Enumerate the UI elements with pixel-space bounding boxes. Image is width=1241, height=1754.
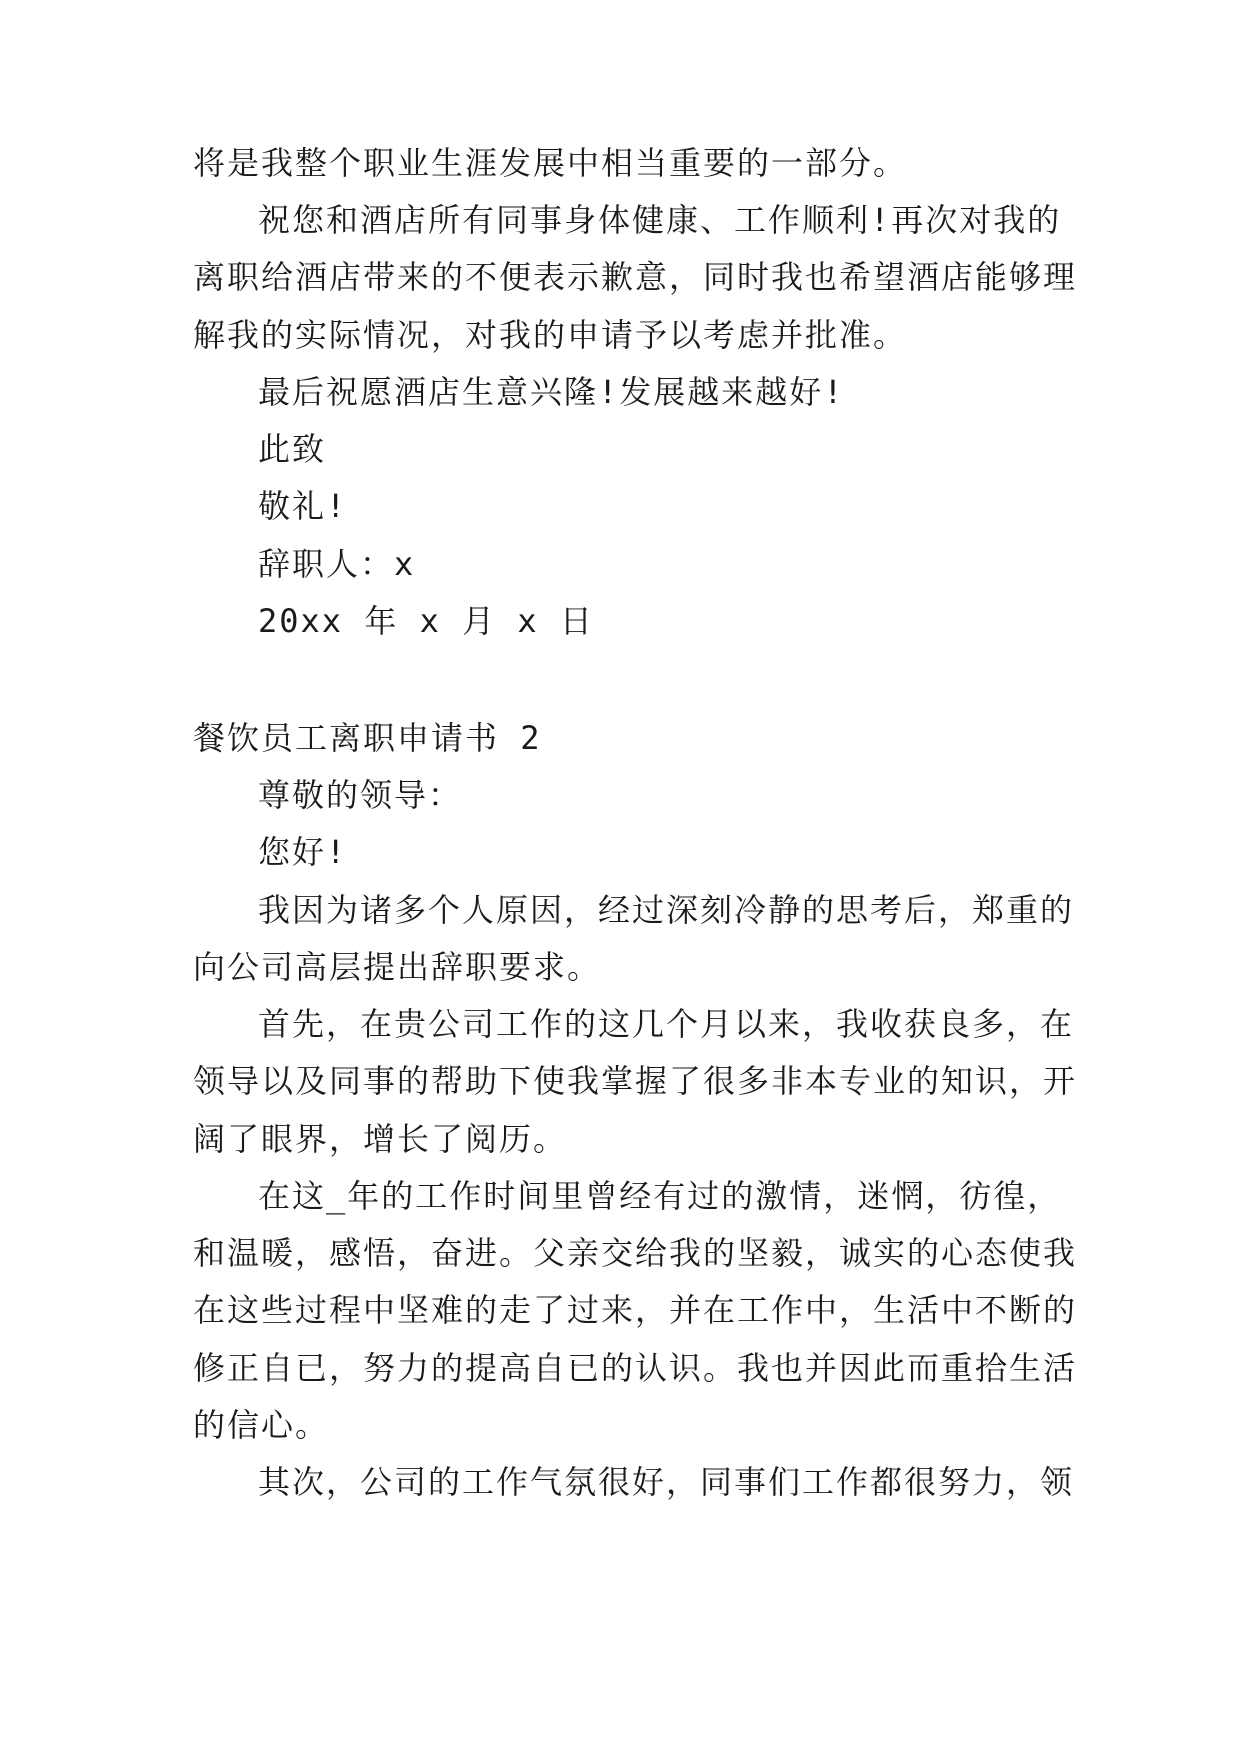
paragraph-line: 的信心。 [193,1406,330,1444]
date-line: 20xx 年 x 月 x 日 [258,602,594,640]
paragraph-line: 将是我整个职业生涯发展中相当重要的一部分。 [193,144,908,182]
paragraph-line: 在这_年的工作时间里曾经有过的激情，迷惘，彷徨， [258,1177,1062,1215]
salutation-regards: 敬礼! [258,487,348,525]
greeting-line: 您好! [258,833,348,871]
paragraph-line: 离职给酒店带来的不便表示歉意，同时我也希望酒店能够理 [193,258,1078,296]
closing-line: 最后祝愿酒店生意兴隆!发展越来越好! [258,373,845,411]
paragraph-line: 向公司高层提出辞职要求。 [193,948,602,986]
signature-line: 辞职人：x [258,545,416,583]
paragraph-line: 和温暖，感悟，奋进。父亲交给我的坚毅，诚实的心态使我 [193,1234,1078,1272]
paragraph-line: 阔了眼界，增长了阅历。 [193,1120,568,1158]
paragraph-line: 我因为诸多个人原因，经过深刻冷静的思考后，郑重的 [258,891,1075,929]
paragraph-line: 祝您和酒店所有同事身体健康、工作顺利!再次对我的 [258,201,1062,239]
greeting-line: 尊敬的领导： [258,776,463,814]
paragraph-line: 解我的实际情况，对我的申请予以考虑并批准。 [193,316,908,354]
section-title: 餐饮员工离职申请书 2 [193,719,542,757]
paragraph-line: 首先，在贵公司工作的这几个月以来，我收获良多，在 [258,1005,1075,1043]
paragraph-line: 在这些过程中坚难的走了过来，并在工作中，生活中不断的 [193,1291,1078,1329]
paragraph-line: 领导以及同事的帮助下使我掌握了很多非本专业的知识，开 [193,1062,1078,1100]
paragraph-line: 其次，公司的工作气氛很好，同事们工作都很努力，领 [258,1463,1075,1501]
salutation-closing: 此致 [258,430,327,468]
paragraph-line: 修正自已，努力的提高自已的认识。我也并因此而重拾生活 [193,1349,1078,1387]
